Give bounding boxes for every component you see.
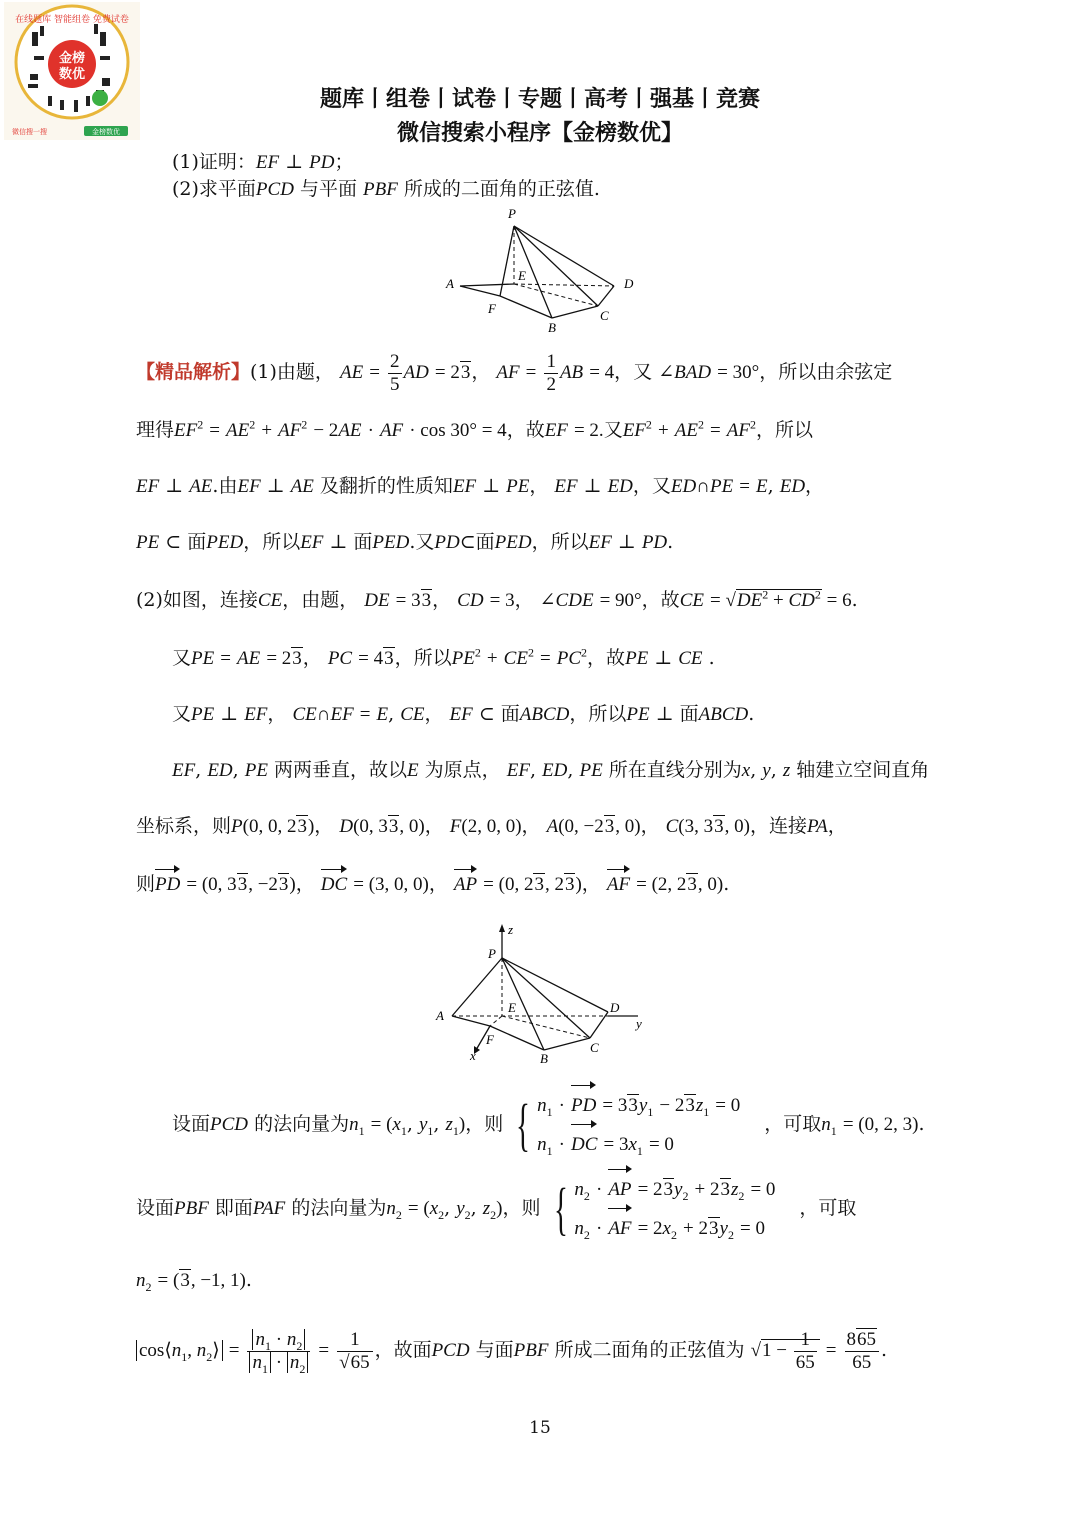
svg-text:z: z	[508, 922, 514, 937]
svg-text:P: P	[508, 206, 516, 221]
svg-text:B: B	[540, 1051, 548, 1066]
question-part-1: (1)证明：EF ⊥ PD；	[172, 151, 354, 173]
svg-text:在线题库 智能组卷 免费试卷: 在线题库 智能组卷 免费试卷	[15, 15, 129, 25]
solution-line-3: EF ⊥ AE.由EF ⊥ AE 及翻折的性质知EF ⊥ PE， EF ⊥ ED，又ED∩PE = E, ED，	[136, 475, 825, 497]
solution-line-11: 设面PCD 的法向量为$n_1 = (x_1$, $y_1$, $z_1$)，则 { $n_1$ · PD = $33y_1 - 23z_1 = 0$ $n_1$ · DC = $3x_1 = 0$ ，可取$n_1 = (0$, 2, 3).	[172, 1086, 925, 1164]
svg-text:C: C	[590, 1040, 599, 1055]
solution-line-1: 【精品解析】(1)由题， AE = $\frac{2}{5}$ AD = 23， AF = $\frac{1}{2}$ AB = 4，又 ∠BAD = 30°，所以由余弦定	[136, 350, 893, 395]
svg-text:D: D	[624, 276, 634, 291]
solution-line-12: 设面PBF 即面PAF 的法向量为$n_2 = (x_2$, $y_2$, $z_2$)，则 { $n_2$ · AP = $23y_2 + 23z_2 = 0$ $n_2$ · AF = $2x_2 + 23y_2 = 0$ ，可取	[136, 1170, 856, 1248]
svg-text:F: F	[488, 301, 496, 316]
page-number: 15	[529, 1418, 551, 1438]
solution-tag: 【精品解析】	[136, 361, 251, 383]
svg-text:F: F	[486, 1032, 494, 1047]
solution-line-14: $\cos⟨n_1$, $n_2⟩$ = $\frac{n_1 \cdot n_2}{n_1 \cdot n_2}$ = $\frac{1}{√65}$ ，故面PCD 与面PBF 所成二面角的正弦值为 √1 − $\frac{1}{65}$ = $\frac{865}{65}$ .	[136, 1320, 887, 1381]
svg-text:A: A	[436, 1008, 444, 1023]
svg-text:A: A	[446, 276, 454, 291]
solution-line-7: 又PE ⊥ EF， CE∩EF = E, CE， EF ⊂ 面ABCD，所以PE ⊥ 面ABCD.	[172, 703, 755, 725]
header-title: 题库丨组卷丨试卷丨专题丨高考丨强基丨竞赛	[319, 87, 760, 112]
solution-line-13: $n_2 = (3$, −1, 1).	[136, 1269, 252, 1294]
svg-text:微信搜一搜: 微信搜一搜	[12, 128, 47, 136]
svg-text:金榜: 金榜	[58, 51, 86, 66]
svg-text:金榜数优: 金榜数优	[92, 128, 120, 136]
solution-line-8: EF, ED, PE 两两垂直，故以E 为原点， EF, ED, PE 所在直线分别为x, y, z 轴建立空间直角	[172, 759, 930, 781]
figure-folded-pyramid	[430, 200, 660, 340]
solution-line-10: 则PD = (0, 33, −23)， DC = (3, 0, 0)， AP = (0, 23, 23)， AF = (2, 23, 0).	[136, 870, 729, 899]
svg-text:E: E	[508, 1000, 516, 1015]
solution-line-4: PE ⊂ 面PED，所以EF ⊥ 面PED.又PD⊂面PED，所以EF ⊥ PD.	[136, 531, 674, 553]
figure-coordinate-system	[420, 920, 660, 1070]
svg-text:B: B	[548, 320, 556, 335]
svg-text:数优: 数优	[58, 67, 86, 82]
solution-line-5: (2)如图，连接CE，由题， DE = 33， CD = 3， ∠CDE = 90°，故CE = $√DE^2 + CD^2 = 6$.	[136, 587, 858, 611]
svg-text:x: x	[470, 1048, 476, 1063]
header-subtitle: 微信搜索小程序【金榜数优】	[396, 121, 683, 146]
question-part-2: (2)求平面PCD 与平面 PBF 所成的二面角的正弦值.	[172, 178, 600, 200]
svg-text:P: P	[488, 946, 496, 961]
solution-line-9: 坐标系，则P(0, 0, 23)， D(0, 33, 0)， F(2, 0, 0)， A(0, −23, 0)， C(3, 33, 0)，连接PA，	[136, 815, 847, 837]
svg-text:E: E	[518, 268, 526, 283]
svg-text:C: C	[600, 308, 609, 323]
solution-line-6: 又PE = AE = 23， PC = 43，所以$PE^2 + CE^2 = PC^2$，故PE ⊥ CE .	[172, 645, 715, 669]
solution-line-2: 理得$EF^2 = AE^2 + AF^2 - 2AE$ · AF · cos 30° = 4，故EF = 2.又$EF^2 + AE^2 = AF^2$，所以	[136, 417, 813, 441]
svg-text:D: D	[610, 1000, 620, 1015]
svg-text:y: y	[636, 1016, 642, 1031]
